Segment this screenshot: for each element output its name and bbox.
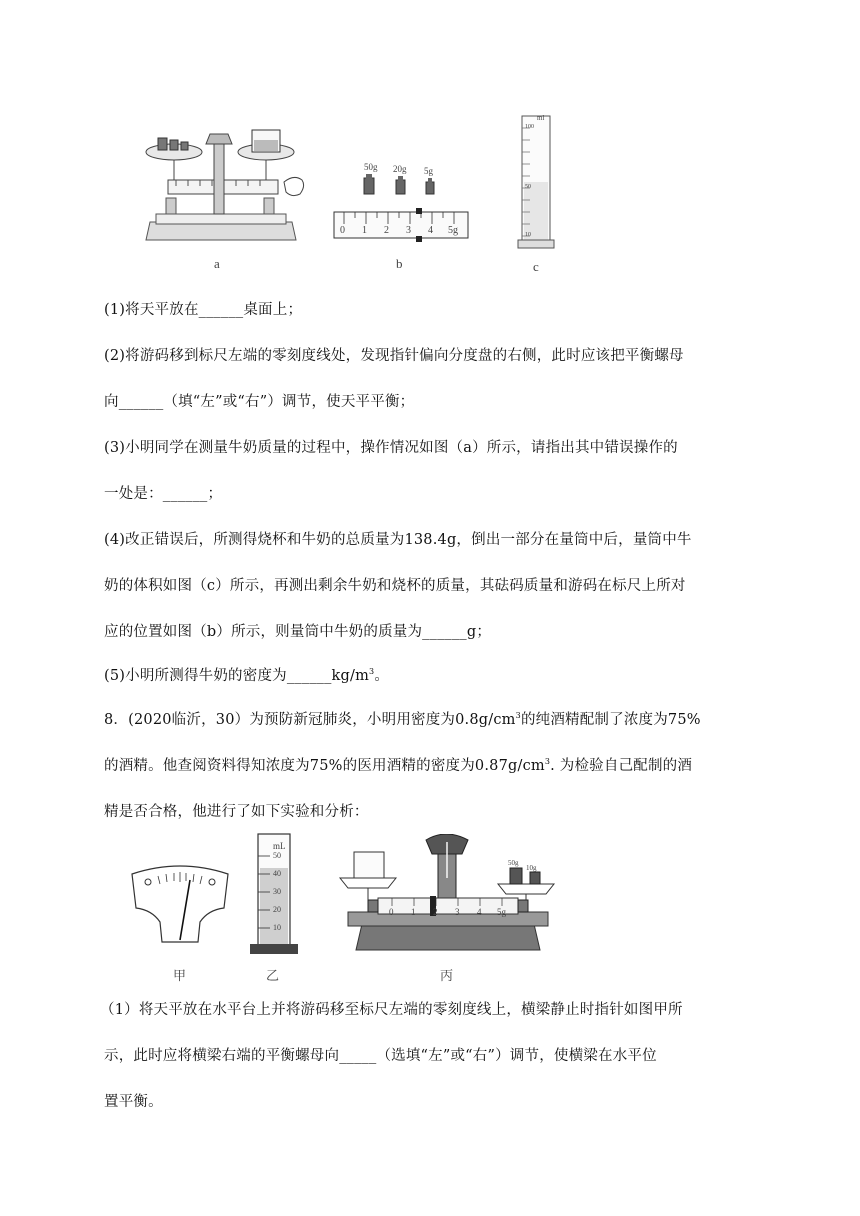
ruler-tick-4: 4 [428,225,433,236]
cylinder-tick-10: 10 [525,232,531,238]
q8-line-2 [104,754,692,775]
cylinder2-tick-20: 20 [273,905,281,914]
bing-ruler-tick-1: 1 [411,907,416,917]
cylinder2-tick-50: 50 [273,851,281,860]
figure-label-b: b [396,256,403,271]
bing-ruler-tick-0: 0 [389,907,394,917]
ruler-tick-2: 2 [384,225,389,236]
q8-sub1-line-1: （1）将天平放在水平台上并将游码移至标尺左端的零刻度线上，横梁静止时指针如图甲所 [100,1002,683,1018]
ruler-tick-0: 0 [340,225,345,236]
q7-line-4: (3)小明同学在测量牛奶质量的过程中，操作情况如图（a）所示，请指出其中错误操作的 [104,440,678,456]
figure-c-measuring-cylinder [516,112,556,250]
bing-weight-10g: 10g [526,864,537,872]
q7-line-9-sup: 3 [369,667,375,677]
q7-line-2: (2)将游码移到标尺左端的零刻度线处，发现指针偏向分度盘的右侧，此时应该把平衡螺母 [104,348,684,364]
q8-line-1-a: 8．(2020临沂，30）为预防新冠肺炎，小明用密度为0.8g/cm [104,712,516,728]
cylinder2-tick-30: 30 [273,887,281,896]
figure-jia-pointer-dial [128,862,232,946]
figure-a-balance [136,122,306,252]
cylinder2-unit: mL [273,841,286,851]
figure-label-a: a [214,256,220,271]
q8-line-1-b: 的纯酒精配制了浓度为75% [520,712,701,728]
bing-ruler-tick-4: 4 [477,907,482,917]
weight-label-50g: 50g [364,162,378,172]
q8-line-2-sup: 3 [544,757,551,767]
q8-sub1-line-3: 置平衡。 [104,1094,163,1110]
q7-line-7: 奶的体积如图（c）所示，再测出剩余牛奶和烧杯的质量，其砝码质量和游码在标尺上所对 [104,578,686,594]
q8-line-1-sup: 3 [515,711,521,721]
cylinder-tick-100: 100 [525,124,534,130]
ruler-tick-3: 3 [406,225,411,236]
figure-label-yi: 乙 [266,969,280,984]
bing-ruler-tick-2: 2 [433,907,438,917]
weight-label-20g: 20g [393,164,407,174]
q7-line-1: (1)将天平放在______桌面上； [104,302,303,318]
q8-line-2-b: . 为检验自己配制的酒 [550,758,693,774]
q7-line-3: 向______（填“左”或“右”）调节，使天平平衡； [104,394,415,410]
q8-sub1-line-2: 示，此时应将横梁右端的平衡螺母向_____（选填“左”或“右”）调节，使横梁在水平位 [104,1048,657,1064]
bing-weight-50g: 50g [508,859,519,867]
q8-line-3: 精是否合格，他进行了如下实验和分析： [104,804,369,820]
cylinder-unit-ml: ml [537,114,545,122]
figure-label-bing: 丙 [440,969,454,984]
q7-line-5: 一处是：______； [104,486,223,502]
ruler-tick-1: 1 [362,225,367,236]
q8-line-1 [104,708,701,729]
q7-line-9-end: 。 [374,668,390,684]
q7-line-9-text: (5)小明所测得牛奶的密度为______kg/m [104,668,370,684]
ruler-tick-5g: 5g [448,225,458,236]
bing-ruler-tick-5g: 5g [497,907,506,917]
q8-line-2-a: 的酒精。他查阅资料得知浓度为75%的医用酒精的密度为0.87g/cm [104,758,545,774]
cylinder2-tick-40: 40 [273,869,281,878]
q7-line-6: (4)改正错误后，所测得烧杯和牛奶的总质量为138.4g，倒出一部分在量筒中后，量筒中牛 [104,532,692,548]
q7-line-8: 应的位置如图（b）所示，则量筒中牛奶的质量为______g； [104,624,492,640]
bing-ruler-tick-3: 3 [455,907,460,917]
figure-label-jia: 甲 [173,969,187,984]
cylinder2-tick-10: 10 [273,923,281,932]
figure-bing-balance [334,834,562,952]
weight-label-5g: 5g [424,166,433,176]
cylinder-tick-50: 50 [525,184,531,190]
figure-label-c: c [533,259,539,274]
q7-line-9 [104,664,389,685]
